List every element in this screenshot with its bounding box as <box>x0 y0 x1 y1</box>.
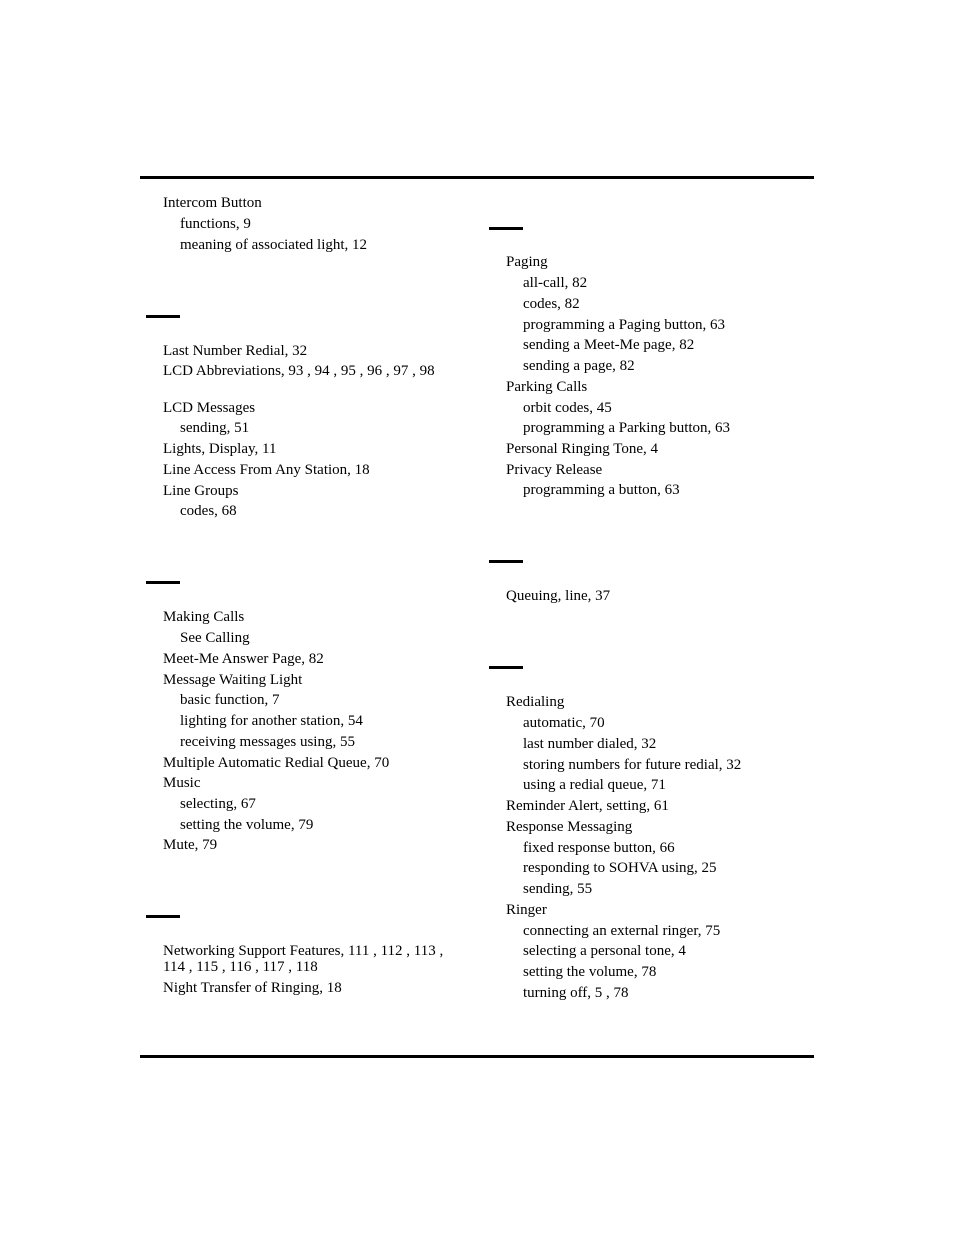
index-entry: Message Waiting Light <box>163 672 303 688</box>
index-subentry: meaning of associated light, 12 <box>180 237 368 253</box>
index-subentry: all-call, 82 <box>523 275 588 291</box>
index-entry: Lights, Display, 11 <box>163 441 277 457</box>
index-entry: Paging <box>506 254 548 270</box>
index-entry: Last Number Redial, 32 <box>163 343 308 359</box>
index-entry: Night Transfer of Ringing, 18 <box>163 980 342 996</box>
index-entry: Meet-Me Answer Page, 82 <box>163 651 324 667</box>
index-subentry: setting the volume, 79 <box>180 817 314 833</box>
index-entry: LCD Messages <box>163 400 256 416</box>
index-entry: LCD Abbreviations, 93 , 94 , 95 , 96 , 97 , 98 <box>163 363 435 379</box>
index-subentry: See Calling <box>180 630 250 646</box>
index-subentry: codes, 68 <box>180 503 237 519</box>
index-subentry: orbit codes, 45 <box>523 400 612 416</box>
index-subentry: codes, 82 <box>523 296 580 312</box>
index-subentry: last number dialed, 32 <box>523 736 657 752</box>
top-rule <box>140 176 814 179</box>
index-subentry: basic function, 7 <box>180 692 280 708</box>
index-subentry: functions, 9 <box>180 216 251 232</box>
index-entry: Intercom Button <box>163 195 262 211</box>
index-subentry: receiving messages using, 55 <box>180 734 355 750</box>
index-entry: Parking Calls <box>506 379 588 395</box>
index-subentry: selecting, 67 <box>180 796 256 812</box>
section-marker-q <box>489 560 523 563</box>
index-subentry: storing numbers for future redial, 32 <box>523 757 742 773</box>
index-entry: Queuing, line, 37 <box>506 588 611 604</box>
index-subentry: connecting an external ringer, 75 <box>523 923 721 939</box>
index-subentry: automatic, 70 <box>523 715 605 731</box>
section-marker-n <box>146 915 180 918</box>
index-entry: Ringer <box>506 902 547 918</box>
index-subentry: programming a Paging button, 63 <box>523 317 726 333</box>
index-subentry: programming a button, 63 <box>523 482 680 498</box>
index-subentry: fixed response button, 66 <box>523 840 675 856</box>
index-entry: Response Messaging <box>506 819 633 835</box>
index-subentry: using a redial queue, 71 <box>523 777 666 793</box>
index-entry: Multiple Automatic Redial Queue, 70 <box>163 755 390 771</box>
index-entry: Reminder Alert, setting, 61 <box>506 798 669 814</box>
index-subentry: sending a Meet-Me page, 82 <box>523 337 695 353</box>
section-marker-l <box>146 315 180 318</box>
index-entry: Making Calls <box>163 609 245 625</box>
index-subentry: selecting a personal tone, 4 <box>523 943 686 959</box>
index-subentry: sending, 51 <box>180 420 250 436</box>
index-entry: Networking Support Features, 111 , 112 , 113 , <box>163 943 444 959</box>
index-entry: Music <box>163 775 201 791</box>
bottom-rule <box>140 1055 814 1058</box>
index-subentry: setting the volume, 78 <box>523 964 657 980</box>
index-entry-continuation: 114 , 115 , 116 , 117 , 118 <box>163 959 318 975</box>
section-marker-m <box>146 581 180 584</box>
index-subentry: responding to SOHVA using, 25 <box>523 860 717 876</box>
index-entry: Mute, 79 <box>163 837 218 853</box>
index-subentry: lighting for another station, 54 <box>180 713 363 729</box>
index-subentry: programming a Parking button, 63 <box>523 420 731 436</box>
index-entry: Redialing <box>506 694 565 710</box>
index-entry: Line Groups <box>163 483 239 499</box>
index-entry: Line Access From Any Station, 18 <box>163 462 370 478</box>
index-subentry: sending, 55 <box>523 881 593 897</box>
index-subentry: turning off, 5 , 78 <box>523 985 629 1001</box>
index-subentry: sending a page, 82 <box>523 358 635 374</box>
index-entry: Privacy Release <box>506 462 603 478</box>
section-marker-r <box>489 666 523 669</box>
section-marker-p <box>489 227 523 230</box>
index-entry: Personal Ringing Tone, 4 <box>506 441 658 457</box>
